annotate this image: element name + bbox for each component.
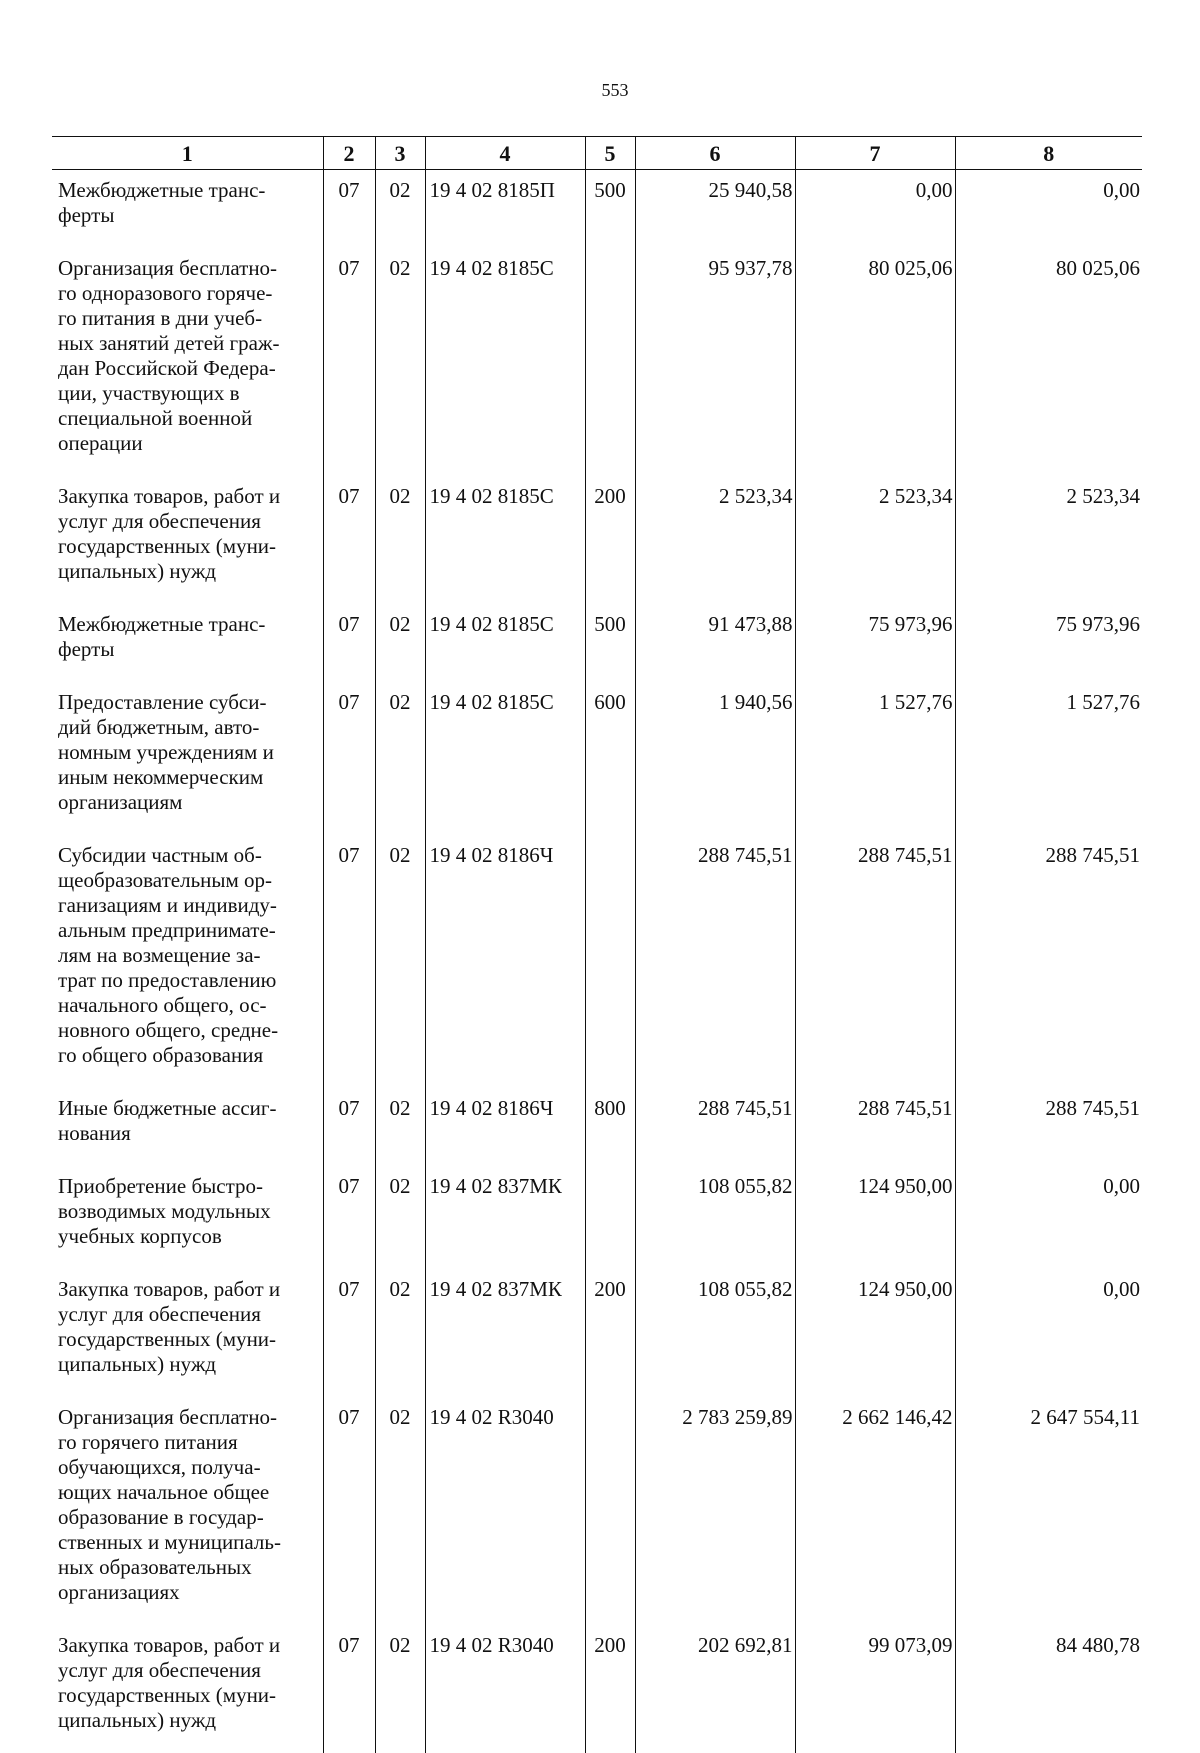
amount-col7-cell: 288 745,51 [795, 835, 955, 1088]
target-article-cell: 19 4 02 8185С [425, 604, 585, 682]
section-code-cell: 07 [323, 476, 375, 604]
table-row [52, 476, 1142, 604]
row-name-cell [52, 1269, 323, 1397]
row-name-line: дий бюджетным, авто- [58, 715, 319, 740]
expense-type-cell [585, 1397, 635, 1625]
amount-col8-cell: 80 025,06 [955, 248, 1142, 476]
expense-type-cell: 200 [585, 1269, 635, 1397]
row-name [58, 1096, 319, 1146]
row-name-cell [52, 1625, 323, 1753]
section-code-cell: 07 [323, 1269, 375, 1397]
row-name-line: Закупка товаров, работ и [58, 1277, 319, 1302]
section-code-cell: 07 [323, 248, 375, 476]
column-header-8: 8 [955, 137, 1142, 170]
amount-col8-cell: 75 973,96 [955, 604, 1142, 682]
row-name [58, 484, 319, 584]
amount-col7-cell: 288 745,51 [795, 1088, 955, 1166]
row-name [58, 178, 319, 228]
subsection-code-cell: 02 [375, 1625, 425, 1753]
row-name-line: щеобразовательным ор- [58, 868, 319, 893]
expense-type-cell [585, 248, 635, 476]
amount-col6-cell: 202 692,81 [635, 1625, 795, 1753]
row-name-line: Организация бесплатно- [58, 1405, 319, 1430]
subsection-code-cell: 02 [375, 604, 425, 682]
section-code-cell: 07 [323, 1166, 375, 1269]
row-name-line: Предоставление субси- [58, 690, 319, 715]
row-name-line: образование в государ- [58, 1505, 319, 1530]
table-row [52, 170, 1142, 249]
amount-col7-cell: 99 073,09 [795, 1625, 955, 1753]
expense-type-cell: 500 [585, 170, 635, 249]
row-name-line: ферты [58, 203, 319, 228]
row-name-line: услуг для обеспечения [58, 1658, 319, 1683]
row-name-line: организациях [58, 1580, 319, 1605]
subsection-code-cell: 02 [375, 1088, 425, 1166]
column-header-6: 6 [635, 137, 795, 170]
target-article-cell: 19 4 02 8186Ч [425, 835, 585, 1088]
subsection-code-cell: 02 [375, 170, 425, 249]
amount-col6-cell: 108 055,82 [635, 1166, 795, 1269]
row-name-line: начального общего, ос- [58, 993, 319, 1018]
row-name-line: ципальных) нужд [58, 1708, 319, 1733]
subsection-code-cell: 02 [375, 1397, 425, 1625]
amount-col8-cell: 1 527,76 [955, 682, 1142, 835]
row-name [58, 1405, 319, 1605]
row-name-line: ственных и муниципаль- [58, 1530, 319, 1555]
row-name-line: ципальных) нужд [58, 559, 319, 584]
row-name-line: новного общего, средне- [58, 1018, 319, 1043]
subsection-code-cell: 02 [375, 248, 425, 476]
section-code-cell: 07 [323, 682, 375, 835]
amount-col7-cell: 2 523,34 [795, 476, 955, 604]
row-name-cell [52, 476, 323, 604]
row-name-line: нования [58, 1121, 319, 1146]
table-header-row [52, 137, 1142, 170]
row-name-line: ганизациям и индивиду- [58, 893, 319, 918]
expense-type-cell: 200 [585, 1625, 635, 1753]
row-name [58, 612, 319, 662]
row-name-line: Закупка товаров, работ и [58, 484, 319, 509]
amount-col8-cell: 0,00 [955, 170, 1142, 249]
row-name-line: государственных (муни- [58, 1683, 319, 1708]
row-name-line: ции, участвующих в [58, 381, 319, 406]
row-name-cell [52, 1397, 323, 1625]
row-name-line: обучающихся, получа- [58, 1455, 319, 1480]
row-name-line: ных образовательных [58, 1555, 319, 1580]
row-name-line: го горячего питания [58, 1430, 319, 1455]
row-name-line: Приобретение быстро- [58, 1174, 319, 1199]
subsection-code-cell: 02 [375, 835, 425, 1088]
expense-type-cell: 500 [585, 604, 635, 682]
amount-col8-cell: 84 480,78 [955, 1625, 1142, 1753]
column-header-1: 1 [52, 137, 323, 170]
column-header-2: 2 [323, 137, 375, 170]
amount-col7-cell: 2 662 146,42 [795, 1397, 955, 1625]
row-name-line: дан Российской Федера- [58, 356, 319, 381]
row-name-cell [52, 1166, 323, 1269]
table-row [52, 835, 1142, 1088]
amount-col6-cell: 2 523,34 [635, 476, 795, 604]
amount-col6-cell: 91 473,88 [635, 604, 795, 682]
row-name-line: услуг для обеспечения [58, 509, 319, 534]
section-code-cell: 07 [323, 170, 375, 249]
section-code-cell: 07 [323, 1625, 375, 1753]
target-article-cell: 19 4 02 837МК [425, 1166, 585, 1269]
target-article-cell: 19 4 02 8186Ч [425, 1088, 585, 1166]
expense-type-cell [585, 835, 635, 1088]
amount-col7-cell: 1 527,76 [795, 682, 955, 835]
row-name-line: го одноразового горяче- [58, 281, 319, 306]
target-article-cell: 19 4 02 8185П [425, 170, 585, 249]
amount-col6-cell: 288 745,51 [635, 835, 795, 1088]
subsection-code-cell: 02 [375, 1269, 425, 1397]
expense-type-cell: 600 [585, 682, 635, 835]
row-name-line: организациям [58, 790, 319, 815]
row-name [58, 690, 319, 815]
page-number: 553 [0, 80, 1200, 101]
row-name [58, 1633, 319, 1733]
row-name-line: Субсидии частным об- [58, 843, 319, 868]
subsection-code-cell: 02 [375, 1166, 425, 1269]
row-name-line: возводимых модульных [58, 1199, 319, 1224]
amount-col7-cell: 124 950,00 [795, 1269, 955, 1397]
section-code-cell: 07 [323, 604, 375, 682]
section-code-cell: 07 [323, 1088, 375, 1166]
amount-col6-cell: 108 055,82 [635, 1269, 795, 1397]
expense-type-cell [585, 1166, 635, 1269]
row-name-cell [52, 604, 323, 682]
table-row [52, 1088, 1142, 1166]
row-name [58, 843, 319, 1068]
row-name-line: учебных корпусов [58, 1224, 319, 1249]
row-name-line: го питания в дни учеб- [58, 306, 319, 331]
amount-col6-cell: 2 783 259,89 [635, 1397, 795, 1625]
amount-col7-cell: 0,00 [795, 170, 955, 249]
table-row [52, 604, 1142, 682]
row-name-line: ферты [58, 637, 319, 662]
row-name-line: Организация бесплатно- [58, 256, 319, 281]
row-name-line: специальной военной [58, 406, 319, 431]
row-name-line: операции [58, 431, 319, 456]
row-name-line: трат по предоставлению [58, 968, 319, 993]
target-article-cell: 19 4 02 8185С [425, 476, 585, 604]
amount-col6-cell: 95 937,78 [635, 248, 795, 476]
row-name-cell [52, 248, 323, 476]
row-name-cell [52, 835, 323, 1088]
table-row [52, 1269, 1142, 1397]
column-header-3: 3 [375, 137, 425, 170]
row-name-cell [52, 170, 323, 249]
budget-table [52, 136, 1142, 1753]
column-header-7: 7 [795, 137, 955, 170]
expense-type-cell: 800 [585, 1088, 635, 1166]
amount-col8-cell: 0,00 [955, 1166, 1142, 1269]
row-name-line: ципальных) нужд [58, 1352, 319, 1377]
row-name-line: номным учреждениям и [58, 740, 319, 765]
amount-col7-cell: 124 950,00 [795, 1166, 955, 1269]
amount-col6-cell: 1 940,56 [635, 682, 795, 835]
subsection-code-cell: 02 [375, 476, 425, 604]
row-name-line: Иные бюджетные ассиг- [58, 1096, 319, 1121]
amount-col6-cell: 25 940,58 [635, 170, 795, 249]
amount-col7-cell: 80 025,06 [795, 248, 955, 476]
row-name-line: государственных (муни- [58, 534, 319, 559]
row-name-line: го общего образования [58, 1043, 319, 1068]
amount-col8-cell: 288 745,51 [955, 1088, 1142, 1166]
row-name-cell [52, 1088, 323, 1166]
section-code-cell: 07 [323, 835, 375, 1088]
amount-col6-cell: 288 745,51 [635, 1088, 795, 1166]
amount-col8-cell: 0,00 [955, 1269, 1142, 1397]
table-row [52, 248, 1142, 476]
table-row [52, 1397, 1142, 1625]
row-name-line: Межбюджетные транс- [58, 178, 319, 203]
table-row [52, 682, 1142, 835]
row-name-line: лям на возмещение за- [58, 943, 319, 968]
section-code-cell: 07 [323, 1397, 375, 1625]
column-header-5: 5 [585, 137, 635, 170]
amount-col8-cell: 2 523,34 [955, 476, 1142, 604]
row-name [58, 1174, 319, 1249]
target-article-cell: 19 4 02 8185С [425, 682, 585, 835]
row-name-line: ных занятий детей граж- [58, 331, 319, 356]
row-name-line: государственных (муни- [58, 1327, 319, 1352]
table-row [52, 1625, 1142, 1753]
column-header-4: 4 [425, 137, 585, 170]
target-article-cell: 19 4 02 837МК [425, 1269, 585, 1397]
row-name-line: альным предпринимате- [58, 918, 319, 943]
row-name [58, 1277, 319, 1377]
amount-col7-cell: 75 973,96 [795, 604, 955, 682]
expense-type-cell: 200 [585, 476, 635, 604]
target-article-cell: 19 4 02 R3040 [425, 1625, 585, 1753]
row-name-line: иным некоммерческим [58, 765, 319, 790]
row-name-line: Межбюджетные транс- [58, 612, 319, 637]
row-name-cell [52, 682, 323, 835]
target-article-cell: 19 4 02 8185С [425, 248, 585, 476]
row-name-line: Закупка товаров, работ и [58, 1633, 319, 1658]
amount-col8-cell: 288 745,51 [955, 835, 1142, 1088]
amount-col8-cell: 2 647 554,11 [955, 1397, 1142, 1625]
row-name-line: ющих начальное общее [58, 1480, 319, 1505]
subsection-code-cell: 02 [375, 682, 425, 835]
table-row [52, 1166, 1142, 1269]
target-article-cell: 19 4 02 R3040 [425, 1397, 585, 1625]
row-name-line: услуг для обеспечения [58, 1302, 319, 1327]
row-name [58, 256, 319, 456]
table-body [52, 170, 1142, 1753]
